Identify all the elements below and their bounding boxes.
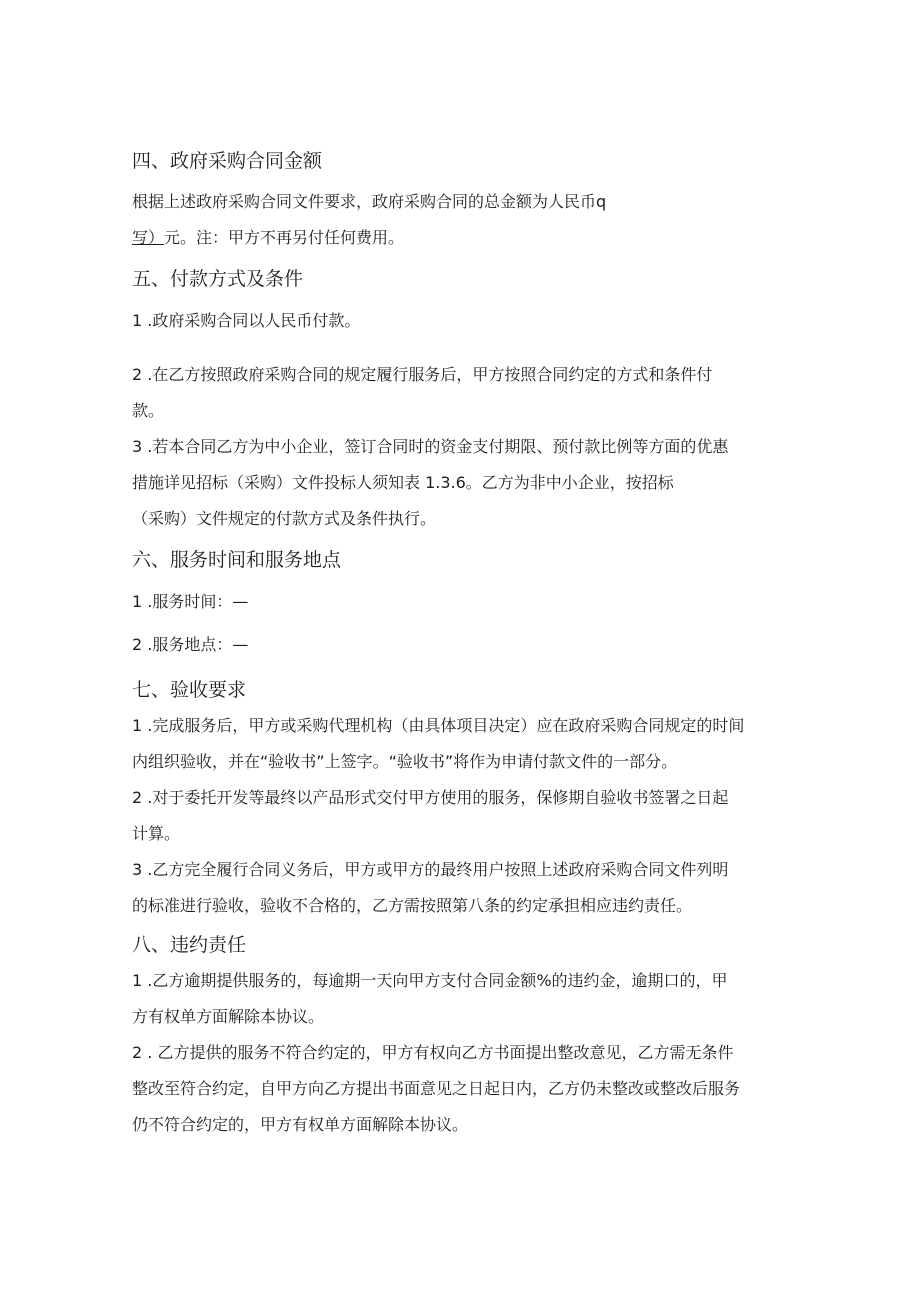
section-heading-amount: 四、政府采购合同金额 [132, 150, 323, 172]
paragraph-line: 内组织验收，并在“验收书”上签字。“验收书”将作为申请付款文件的一部分。 [132, 752, 678, 771]
paragraph-line: 1 .政府采购合同以人民币付款。 [132, 311, 361, 330]
paragraph-line: 2 .服务地点：— [132, 635, 249, 654]
paragraph-line: 2 . 乙方提供的服务不符合约定的，甲方有权向乙方书面提出整改意见，乙方需无条件 [132, 1043, 734, 1062]
paragraph-line: 3 .乙方完全履行合同义务后，甲方或甲方的最终用户按照上述政府采购合同文件列明 [132, 860, 729, 879]
paragraph-line: 方有权单方面解除本协议。 [132, 1007, 325, 1026]
paragraph-line: 1 .服务时间：— [132, 592, 249, 611]
paragraph-line: 的标准进行验收，验收不合格的，乙方需按照第八条的约定承担相应违约责任。 [132, 896, 693, 915]
paragraph-line: 仍不符合约定的，甲方有权单方面解除本协议。 [132, 1115, 469, 1134]
paragraph-line: 根据上述政府采购合同文件要求，政府采购合同的总金额为人民币q [132, 192, 607, 211]
paragraph-line: 款。 [132, 401, 165, 420]
section-heading-acceptance: 七、验收要求 [132, 679, 247, 701]
paragraph-line: 整改至符合约定，自甲方向乙方提出书面意见之日起日内，乙方仍未整改或整改后服务 [132, 1079, 741, 1098]
paragraph-line [132, 227, 404, 249]
paragraph-line: 2 .对于委托开发等最终以产品形式交付甲方使用的服务，保修期自验收书签署之日起 [132, 788, 729, 807]
paragraph-line: 措施详见招标（采购）文件投标人须知表 1.3.6。乙方为非中小企业，按招标 [132, 473, 674, 492]
paragraph-line: 计算。 [132, 824, 181, 843]
underlined-blank: 写） [132, 228, 165, 247]
paragraph-line: 1 .完成服务后，甲方或采购代理机构（由具体项目决定）应在政府采购合同规定的时间 [132, 716, 745, 735]
section-heading-service-time-place: 六、服务时间和服务地点 [132, 549, 342, 571]
paragraph-line: 2 .在乙方按照政府采购合同的规定履行服务后，甲方按照合同约定的方式和条件付 [132, 365, 713, 384]
section-heading-payment: 五、付款方式及条件 [132, 268, 304, 290]
paragraph-text: 元。注：甲方不再另付任何费用。 [164, 228, 405, 247]
paragraph-line: 1 .乙方逾期提供服务的，每逾期一天向甲方支付合同金额%的违约金，逾期口的，甲 [132, 971, 728, 990]
paragraph-line: （采购）文件规定的付款方式及条件执行。 [132, 509, 437, 528]
paragraph-line: 3 .若本合同乙方为中小企业，签订合同时的资金支付期限、预付款比例等方面的优惠 [132, 437, 729, 456]
section-heading-liability: 八、违约责任 [132, 934, 247, 956]
